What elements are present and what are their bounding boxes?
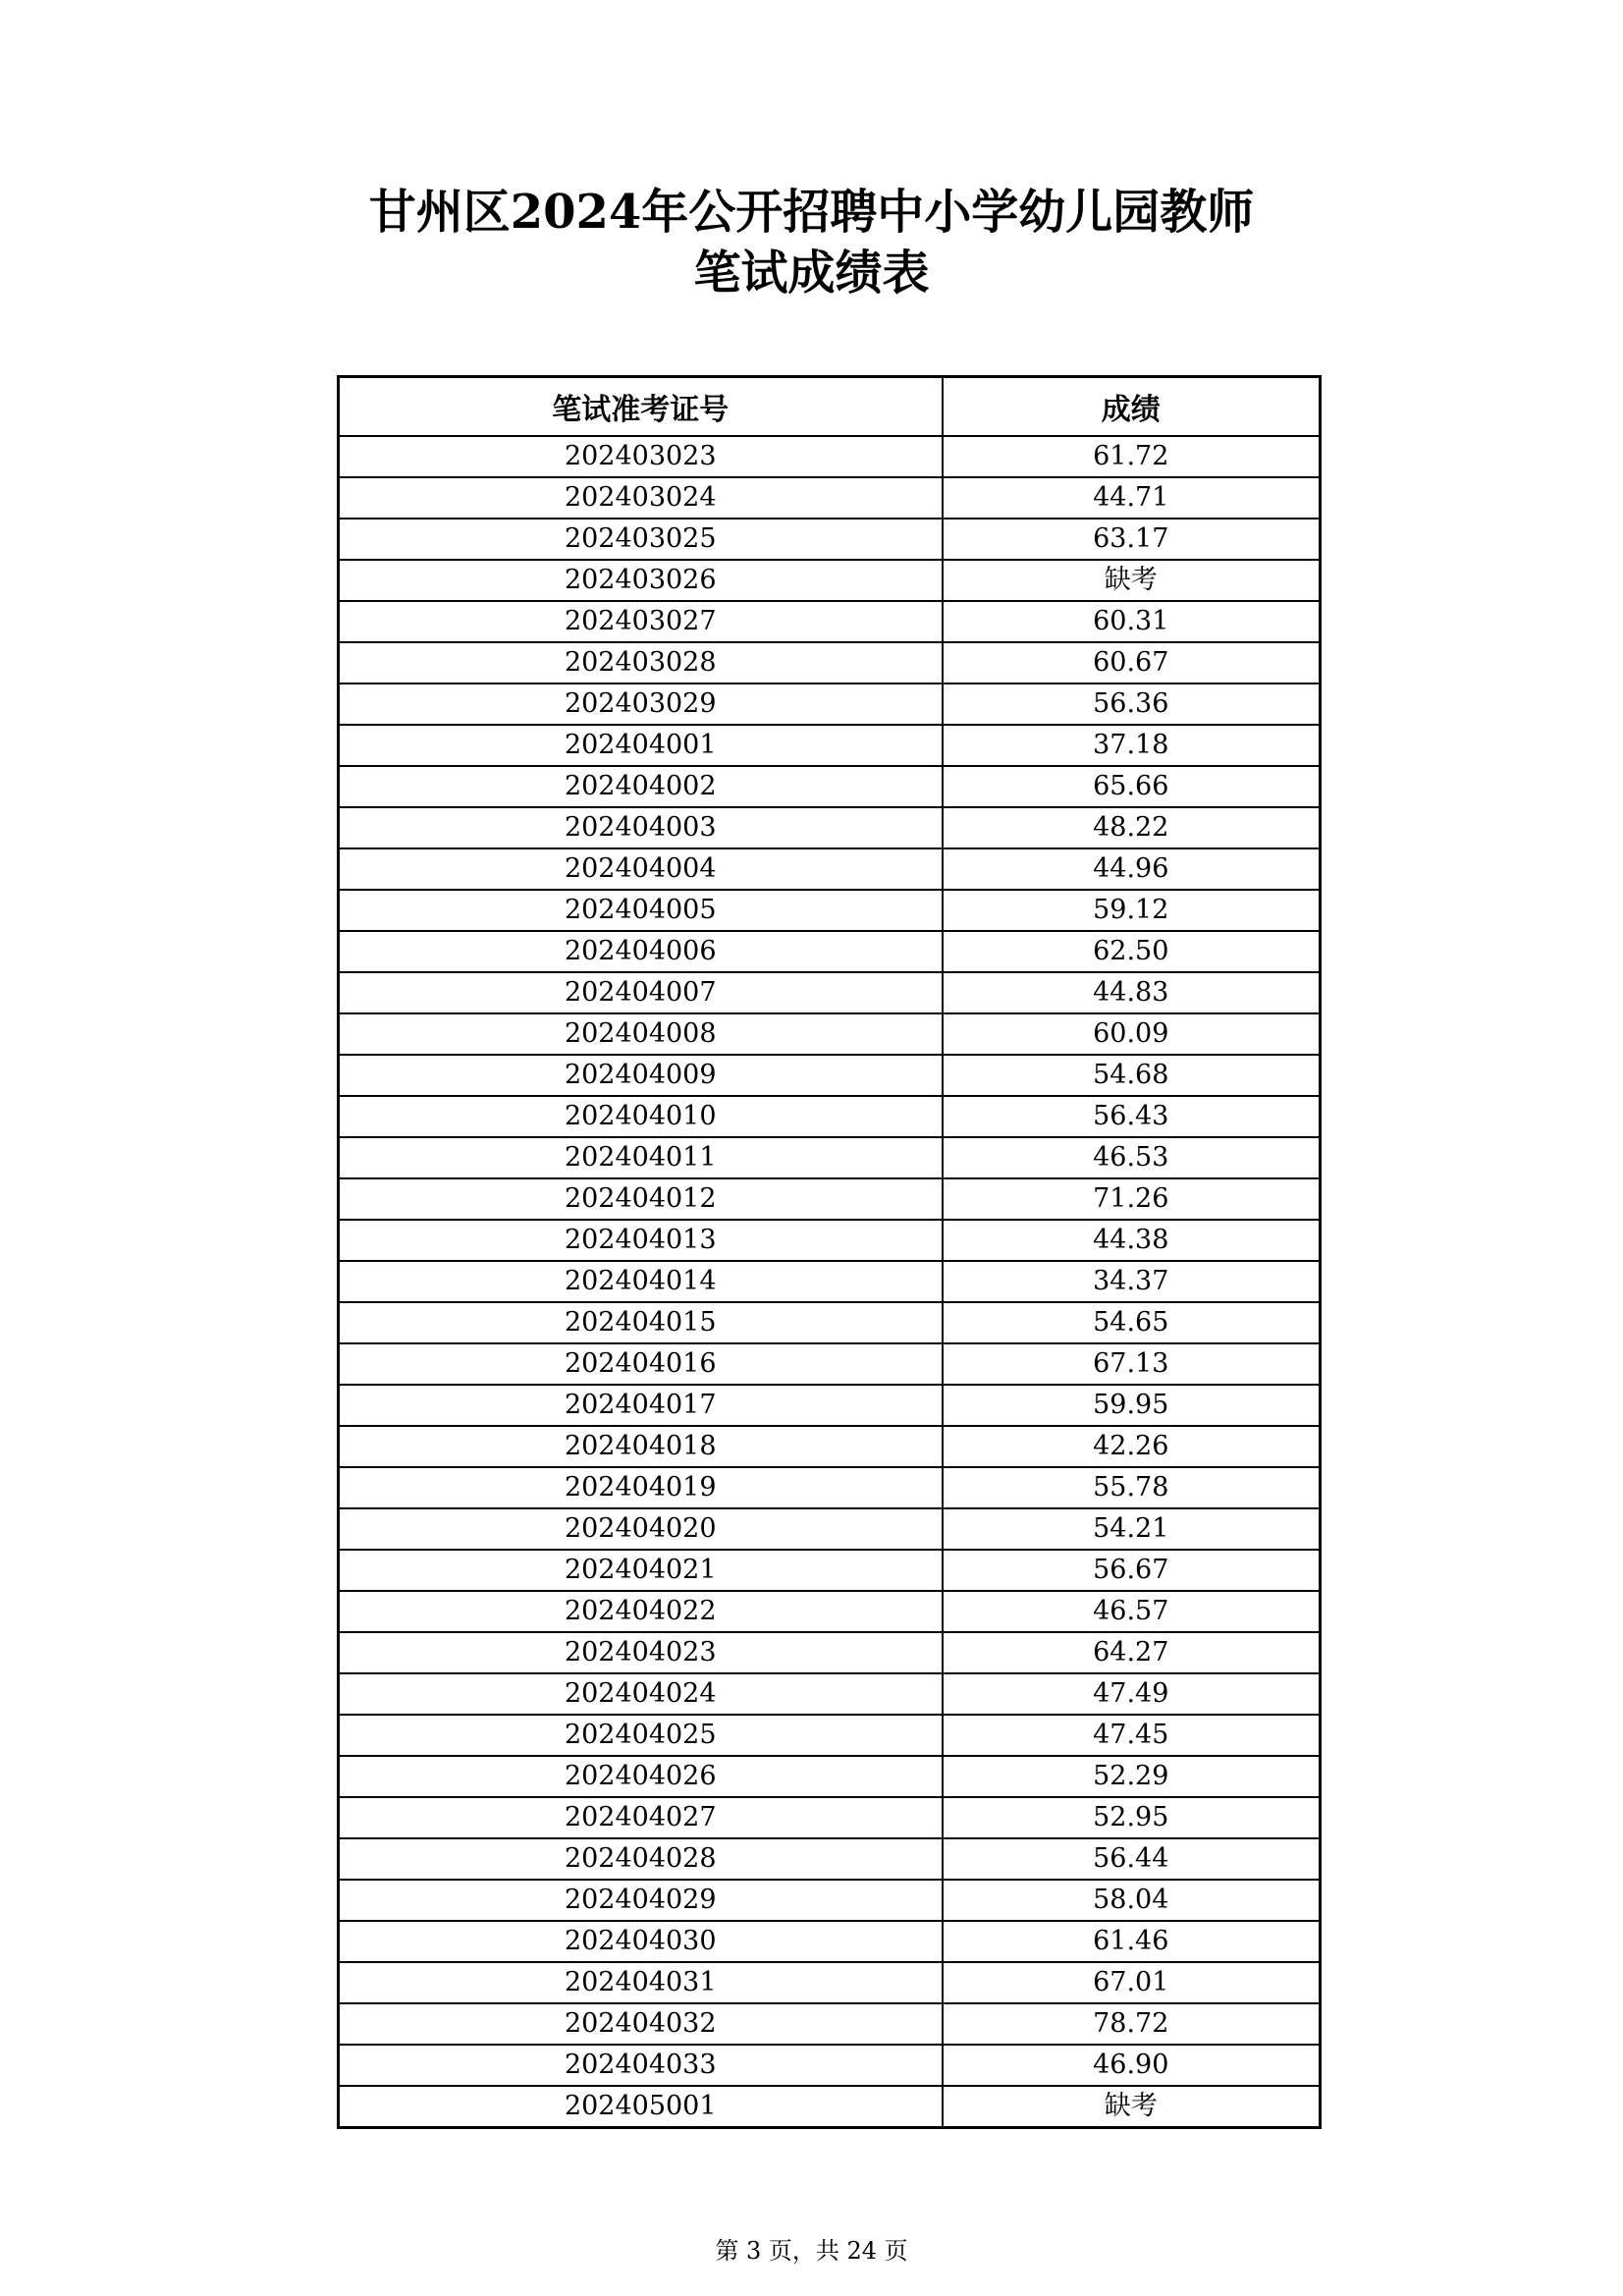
score-cell: 63.17 [943, 519, 1321, 560]
table-body [339, 436, 1321, 2128]
table-row [339, 1880, 1321, 1921]
table-row [339, 1715, 1321, 1756]
score-cell: 64.27 [943, 1632, 1321, 1673]
exam-id-cell: 202404020 [339, 1508, 943, 1550]
exam-id-cell: 202404009 [339, 1055, 943, 1096]
table-row [339, 1921, 1321, 1962]
score-cell: 42.26 [943, 1426, 1321, 1467]
exam-id-cell: 202404030 [339, 1921, 943, 1962]
exam-id-cell: 202404001 [339, 725, 943, 766]
table-row [339, 1137, 1321, 1178]
exam-id-cell: 202404007 [339, 972, 943, 1013]
score-cell: 56.44 [943, 1838, 1321, 1880]
exam-id-cell: 202404008 [339, 1013, 943, 1055]
score-cell: 56.43 [943, 1096, 1321, 1137]
exam-id-cell: 202403029 [339, 683, 943, 725]
table-row [339, 477, 1321, 519]
exam-id-cell: 202404011 [339, 1137, 943, 1178]
table-row [339, 1385, 1321, 1426]
title-line-1: 甘州区2024年公开招聘中小学幼儿园教师 [368, 185, 1255, 240]
exam-id-cell: 202404002 [339, 766, 943, 807]
score-cell: 52.29 [943, 1756, 1321, 1797]
score-cell: 44.96 [943, 848, 1321, 890]
score-cell: 46.57 [943, 1591, 1321, 1632]
score-cell: 47.49 [943, 1673, 1321, 1715]
table-row [339, 1013, 1321, 1055]
table-row [339, 1261, 1321, 1302]
score-cell: 34.37 [943, 1261, 1321, 1302]
table-row [339, 807, 1321, 848]
score-cell: 54.68 [943, 1055, 1321, 1096]
table-row [339, 1756, 1321, 1797]
exam-id-cell: 202403024 [339, 477, 943, 519]
table-row [339, 931, 1321, 972]
score-cell: 67.13 [943, 1343, 1321, 1385]
score-cell: 61.72 [943, 436, 1321, 477]
table-row [339, 1838, 1321, 1880]
page-footer: 第 3 页，共 24 页 [715, 2237, 908, 2265]
exam-id-cell: 202404017 [339, 1385, 943, 1426]
header-exam-id: 笔试准考证号 [339, 377, 943, 437]
score-cell: 62.50 [943, 931, 1321, 972]
table-row [339, 1178, 1321, 1220]
table-row [339, 2045, 1321, 2086]
score-cell: 58.04 [943, 1880, 1321, 1921]
exam-id-cell: 202404010 [339, 1096, 943, 1137]
exam-id-cell: 202404026 [339, 1756, 943, 1797]
exam-id-cell: 202404018 [339, 1426, 943, 1467]
table-row [339, 972, 1321, 1013]
table-row [339, 890, 1321, 931]
table-row [339, 1632, 1321, 1673]
table-row [339, 848, 1321, 890]
score-cell: 缺考 [943, 2086, 1321, 2128]
table-row [339, 1426, 1321, 1467]
table-row [339, 601, 1321, 642]
score-cell: 71.26 [943, 1178, 1321, 1220]
table-row [339, 1797, 1321, 1838]
score-cell: 61.46 [943, 1921, 1321, 1962]
score-cell: 59.12 [943, 890, 1321, 931]
exam-id-cell: 202404033 [339, 2045, 943, 2086]
exam-id-cell: 202404012 [339, 1178, 943, 1220]
score-cell: 65.66 [943, 766, 1321, 807]
exam-id-cell: 202404016 [339, 1343, 943, 1385]
table-row [339, 1550, 1321, 1591]
score-cell: 67.01 [943, 1962, 1321, 2003]
table-row [339, 1220, 1321, 1261]
table-row [339, 725, 1321, 766]
table-row [339, 766, 1321, 807]
table-row [339, 2003, 1321, 2045]
table-header-row [339, 377, 1321, 437]
score-table [337, 375, 1322, 2129]
exam-id-cell: 202404027 [339, 1797, 943, 1838]
exam-id-cell: 202404021 [339, 1550, 943, 1591]
score-cell: 37.18 [943, 725, 1321, 766]
table-row [339, 1055, 1321, 1096]
score-cell: 52.95 [943, 1797, 1321, 1838]
score-cell: 47.45 [943, 1715, 1321, 1756]
score-cell: 56.36 [943, 683, 1321, 725]
score-cell: 48.22 [943, 807, 1321, 848]
title-line-2: 笔试成绩表 [693, 246, 930, 301]
table-row [339, 1302, 1321, 1343]
exam-id-cell: 202404023 [339, 1632, 943, 1673]
header-score: 成绩 [943, 377, 1321, 437]
score-cell: 78.72 [943, 2003, 1321, 2045]
exam-id-cell: 202404006 [339, 931, 943, 972]
exam-id-cell: 202404005 [339, 890, 943, 931]
score-cell: 54.21 [943, 1508, 1321, 1550]
exam-id-cell: 202404004 [339, 848, 943, 890]
score-cell: 44.71 [943, 477, 1321, 519]
exam-id-cell: 202403023 [339, 436, 943, 477]
exam-id-cell: 202404028 [339, 1838, 943, 1880]
table-row [339, 1096, 1321, 1137]
exam-id-cell: 202404013 [339, 1220, 943, 1261]
exam-id-cell: 202404024 [339, 1673, 943, 1715]
table-row [339, 1508, 1321, 1550]
score-cell: 60.09 [943, 1013, 1321, 1055]
score-cell: 44.83 [943, 972, 1321, 1013]
exam-id-cell: 202404032 [339, 2003, 943, 2045]
table-row [339, 683, 1321, 725]
table-row [339, 1467, 1321, 1508]
score-cell: 缺考 [943, 560, 1321, 601]
score-cell: 46.53 [943, 1137, 1321, 1178]
exam-id-cell: 202404025 [339, 1715, 943, 1756]
exam-id-cell: 202404019 [339, 1467, 943, 1508]
table-row [339, 1591, 1321, 1632]
exam-id-cell: 202404022 [339, 1591, 943, 1632]
exam-id-cell: 202405001 [339, 2086, 943, 2128]
score-cell: 56.67 [943, 1550, 1321, 1591]
table-row [339, 642, 1321, 683]
table-row [339, 519, 1321, 560]
exam-id-cell: 202404003 [339, 807, 943, 848]
exam-id-cell: 202403027 [339, 601, 943, 642]
score-cell: 54.65 [943, 1302, 1321, 1343]
exam-id-cell: 202404014 [339, 1261, 943, 1302]
score-cell: 60.31 [943, 601, 1321, 642]
table-row [339, 2086, 1321, 2128]
exam-id-cell: 202403028 [339, 642, 943, 683]
document-title [0, 182, 1623, 303]
score-cell: 60.67 [943, 642, 1321, 683]
exam-id-cell: 202404031 [339, 1962, 943, 2003]
exam-id-cell: 202403025 [339, 519, 943, 560]
score-cell: 44.38 [943, 1220, 1321, 1261]
table-row [339, 1962, 1321, 2003]
exam-id-cell: 202404029 [339, 1880, 943, 1921]
score-cell: 55.78 [943, 1467, 1321, 1508]
table-row [339, 1673, 1321, 1715]
exam-id-cell: 202403026 [339, 560, 943, 601]
exam-id-cell: 202404015 [339, 1302, 943, 1343]
table-row [339, 436, 1321, 477]
table-row [339, 560, 1321, 601]
table-row [339, 1343, 1321, 1385]
score-cell: 46.90 [943, 2045, 1321, 2086]
score-cell: 59.95 [943, 1385, 1321, 1426]
